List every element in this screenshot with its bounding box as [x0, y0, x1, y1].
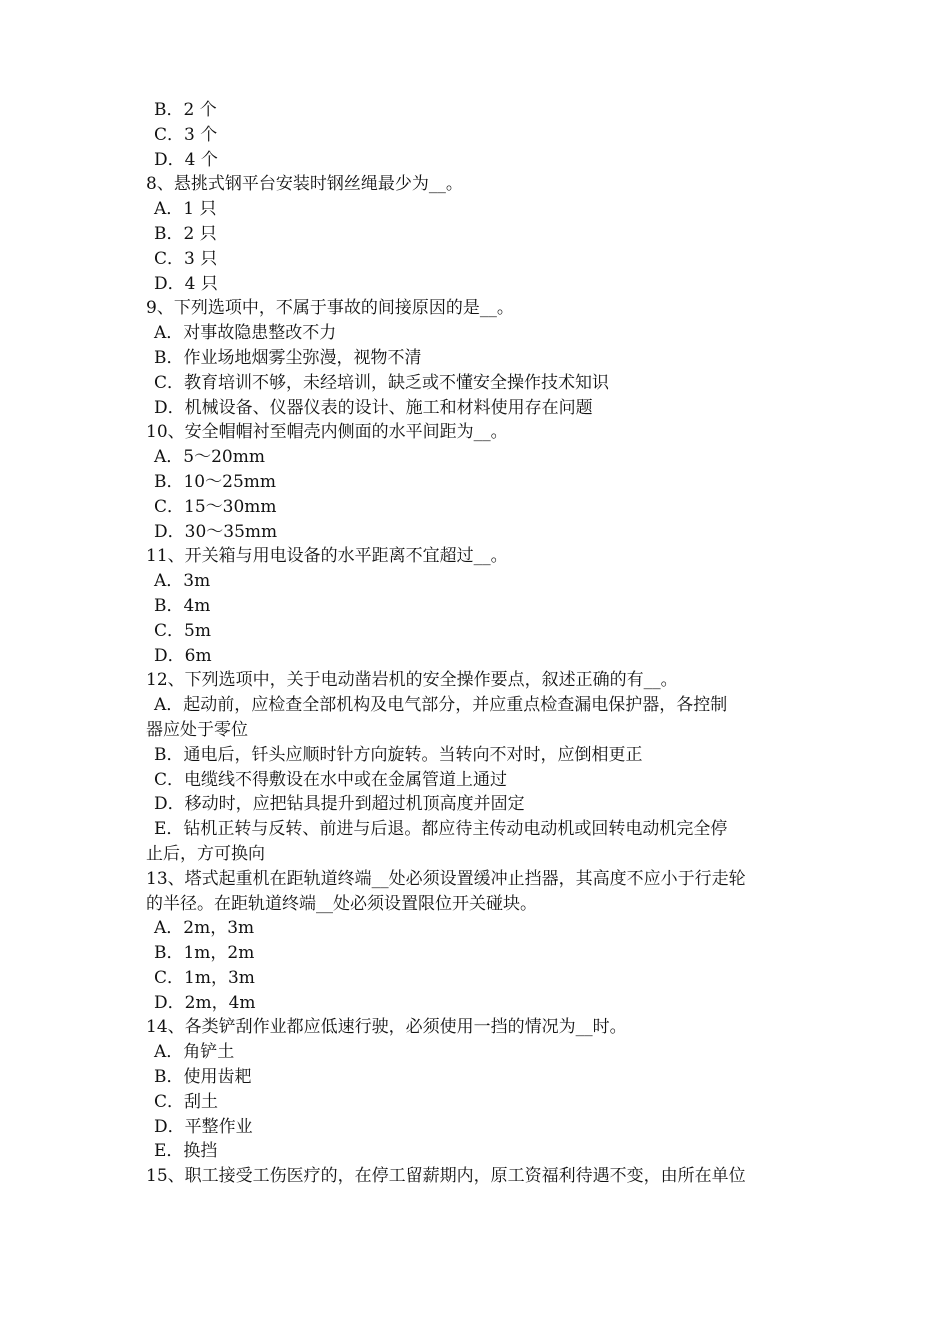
answer-option-line: D．4 个: [154, 149, 218, 170]
answer-option-line: E．钻机正转与反转、前进与后退。都应待主传动电动机或回转电动机完全停: [154, 819, 728, 840]
answer-option-line: D．移动时，应把钻具提升到超过机顶高度并固定: [154, 794, 525, 815]
answer-option-line: B．使用齿耙: [154, 1067, 252, 1088]
question-text-line: 14、各类铲刮作业都应低速行驶，必须使用一挡的情况为__时。: [146, 1017, 627, 1038]
question-text-line: 的半径。在距轨道终端__处必须设置限位开关碰块。: [146, 893, 537, 914]
answer-option-line: A．1 只: [154, 199, 217, 220]
question-text-line: 15、职工接受工伤医疗的，在停工留薪期内，原工资福利待遇不变，由所在单位: [146, 1166, 746, 1187]
document-body: [146, 98, 826, 1189]
answer-option-line: A．起动前，应检查全部机构及电气部分，并应重点检查漏电保护器，各控制: [154, 695, 728, 716]
question-text-line: 8、悬挑式钢平台安装时钢丝绳最少为__。: [146, 174, 463, 195]
question-text-line: 11、开关箱与用电设备的水平距离不宜超过__。: [146, 546, 508, 567]
answer-option-line: A．2m，3m: [154, 918, 255, 939]
question-text-line: 12、下列选项中，关于电动凿岩机的安全操作要点，叙述正确的有__。: [146, 670, 678, 691]
question-text-line: 9、下列选项中，不属于事故的间接原因的是__。: [146, 298, 514, 319]
answer-option-line: C．刮土: [154, 1091, 219, 1112]
answer-option-line: B．作业场地烟雾尘弥漫，视物不清: [154, 347, 422, 368]
answer-option-line: C．3 个: [154, 124, 218, 145]
answer-option-line: C．1m，3m: [154, 967, 255, 988]
answer-option-line: C．3 只: [154, 248, 218, 269]
answer-option-line: B．1m，2m: [154, 943, 255, 964]
answer-option-line: A．3m: [154, 571, 211, 592]
answer-option-line: D．机械设备、仪器仪表的设计、施工和材料使用存在问题: [154, 397, 593, 418]
answer-option-line: C．5m: [154, 620, 211, 641]
answer-option-line: B．4m: [154, 595, 211, 616]
answer-option-line: C．教育培训不够，未经培训，缺乏或不懂安全操作技术知识: [154, 372, 610, 393]
answer-option-line: D．4 只: [154, 273, 218, 294]
answer-option-line: B．2 只: [154, 223, 217, 244]
answer-option-line: A．5～20mm: [154, 447, 265, 468]
answer-option-line: A．对事故隐患整改不力: [154, 323, 337, 344]
answer-option-line: B．2 个: [154, 100, 217, 120]
answer-option-line: D．2m，4m: [154, 992, 256, 1013]
question-text-line: 10、安全帽帽衬至帽壳内侧面的水平间距为__。: [146, 422, 508, 443]
answer-option-line: B．通电后，钎头应顺时针方向旋转。当转向不对时，应倒相更正: [154, 744, 643, 765]
answer-option-line: D．平整作业: [154, 1116, 253, 1137]
answer-option-line: C．15～30mm: [154, 496, 277, 517]
question-text-line: 器应处于零位: [146, 719, 248, 740]
answer-option-line: A．角铲土: [154, 1042, 235, 1063]
question-text-line: 13、塔式起重机在距轨道终端__处必须设置缓冲止挡器，其高度不应小于行走轮: [146, 868, 746, 889]
answer-option-line: D．6m: [154, 645, 212, 666]
answer-option-line: D．30～35mm: [154, 521, 278, 542]
answer-option-line: C．电缆线不得敷设在水中或在金属管道上通过: [154, 769, 508, 790]
answer-option-line: B．10～25mm: [154, 471, 276, 492]
answer-option-line: E．换挡: [154, 1141, 218, 1162]
question-text-line: 止后，方可换向: [146, 843, 265, 864]
